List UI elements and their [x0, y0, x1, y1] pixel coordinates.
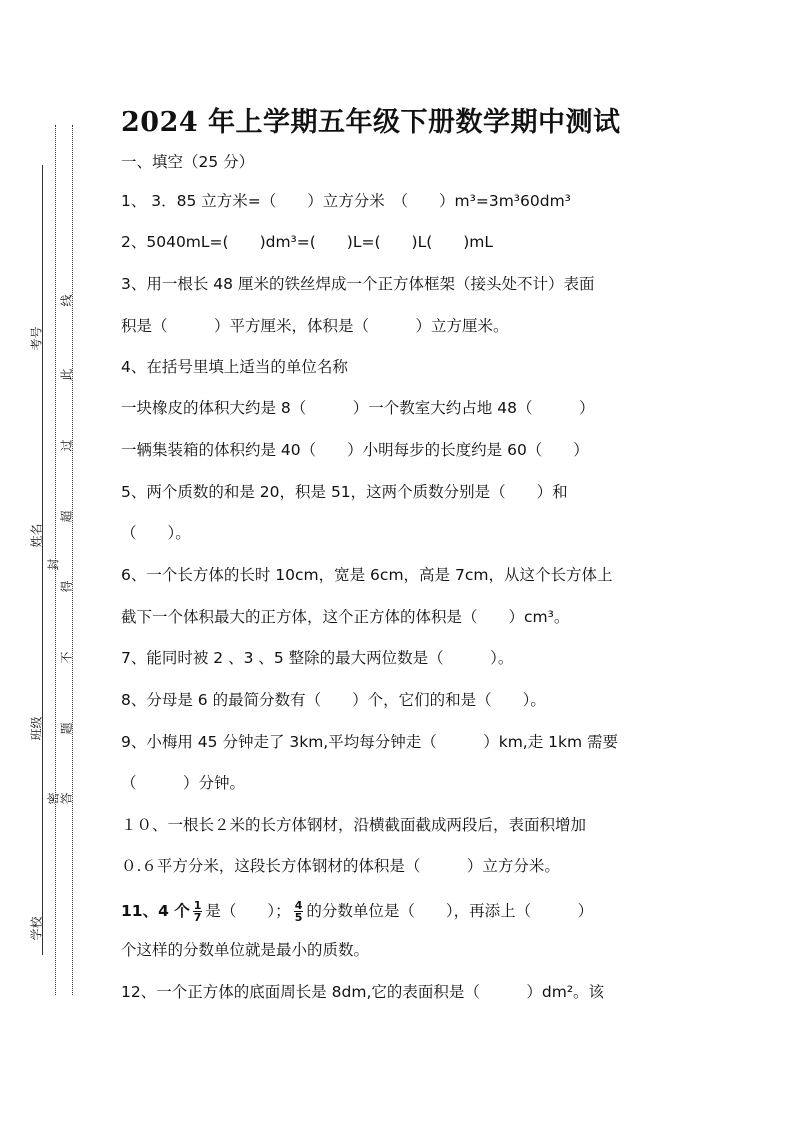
fraction-numerator: 4 — [294, 899, 303, 912]
question-1: 1、 3．85 立方米=（ ）立方分米 （ ）m³=3m³60dm³ — [121, 192, 571, 210]
label-class: 班级 — [29, 716, 44, 741]
section-heading: 一、填空（25 分） — [121, 153, 255, 171]
margin-line-dotted-2 — [72, 125, 73, 995]
fraction-denominator: 7 — [193, 911, 202, 924]
seal-char-9: 答 — [59, 792, 74, 805]
question-5-line-2: （ ）。 — [121, 524, 191, 542]
fraction-numerator: 1 — [193, 899, 202, 912]
question-6-line-2: 截下一个体积最大的正方体，这个正方体的体积是（ ）cm³。 — [121, 608, 570, 626]
question-8: 8、分母是 6 的最简分数有（ ）个，它们的和是（ ）。 — [121, 691, 546, 709]
page-title: 2024 年上学期五年级下册数学期中测试 — [121, 107, 621, 138]
question-3-line-1: 3、用一根长 48 厘米的铁丝焊成一个正方体框架（接头处不计）表面 — [121, 275, 595, 293]
seal-char-8: 题 — [59, 722, 74, 735]
seal-char-10: 密 — [46, 792, 61, 805]
question-4-line-a: 一块橡皮的体积大约是 8（ ）一个教室大约占地 48（ ） — [121, 399, 595, 417]
question-11-line-2: 个这样的分数单位就是最小的质数。 — [121, 941, 370, 959]
question-3-line-2: 积是（ ）平方厘米，体积是（ ）立方厘米。 — [121, 317, 509, 335]
question-6-line-1: 6、一个长方体的长时 10cm，宽是 6cm，高是 7cm，从这个长方体上 — [121, 566, 613, 584]
q11-prefix: 11、4 个 — [121, 902, 190, 920]
question-9-line-1: 9、小梅用 45 分钟走了 3km,平均每分钟走（ ）km,走 1km 需要 — [121, 733, 619, 751]
margin-line-left — [42, 165, 43, 955]
seal-char-3: 过 — [59, 439, 74, 452]
seal-char-5: 得 — [59, 580, 74, 593]
question-4: 4、在括号里填上适当的单位名称 — [121, 358, 348, 376]
question-5-line-1: 5、两个质数的和是 20，积是 51，这两个质数分别是（ ）和 — [121, 483, 568, 501]
binding-margin — [0, 0, 110, 1123]
fraction-one-seventh — [193, 900, 203, 923]
label-name: 姓名 — [29, 523, 44, 548]
seal-char-1: 线 — [59, 294, 74, 307]
question-11-line-1 — [121, 900, 593, 923]
question-9-line-2: （ ）分钟。 — [121, 774, 246, 792]
question-7: 7、能同时被 2 、3 、5 整除的最大两位数是（ ）。 — [121, 649, 514, 667]
fraction-denominator: 5 — [294, 911, 303, 924]
q11-middle: 是（ ）； — [205, 902, 291, 920]
seal-char-7: 不 — [59, 651, 74, 664]
question-2: 2、5040mL=( )dm³=( )L=( )L( )mL — [121, 233, 494, 251]
seal-char-4: 超 — [59, 510, 74, 523]
label-exam-number: 考号 — [29, 326, 44, 351]
question-10-line-2: ０.６平方分米，这段长方体钢材的体积是（ ）立方分米。 — [121, 857, 560, 875]
q11-suffix: 的分数单位是（ ），再添上（ ） — [306, 902, 594, 920]
fraction-four-fifths — [294, 900, 304, 923]
question-10-line-1: １０、一根长２米的长方体钢材，沿横截面截成两段后，表面积增加 — [121, 816, 587, 834]
label-school: 学校 — [29, 916, 44, 941]
question-4-line-b: 一辆集装箱的体积约是 40（ ）小明每步的长度约是 60（ ） — [121, 441, 589, 459]
question-12: 12、一个正方体的底面周长是 8dm,它的表面积是（ ）dm²。该 — [121, 983, 605, 1001]
seal-char-2: 此 — [59, 368, 74, 381]
seal-char-6: 封 — [46, 558, 61, 571]
